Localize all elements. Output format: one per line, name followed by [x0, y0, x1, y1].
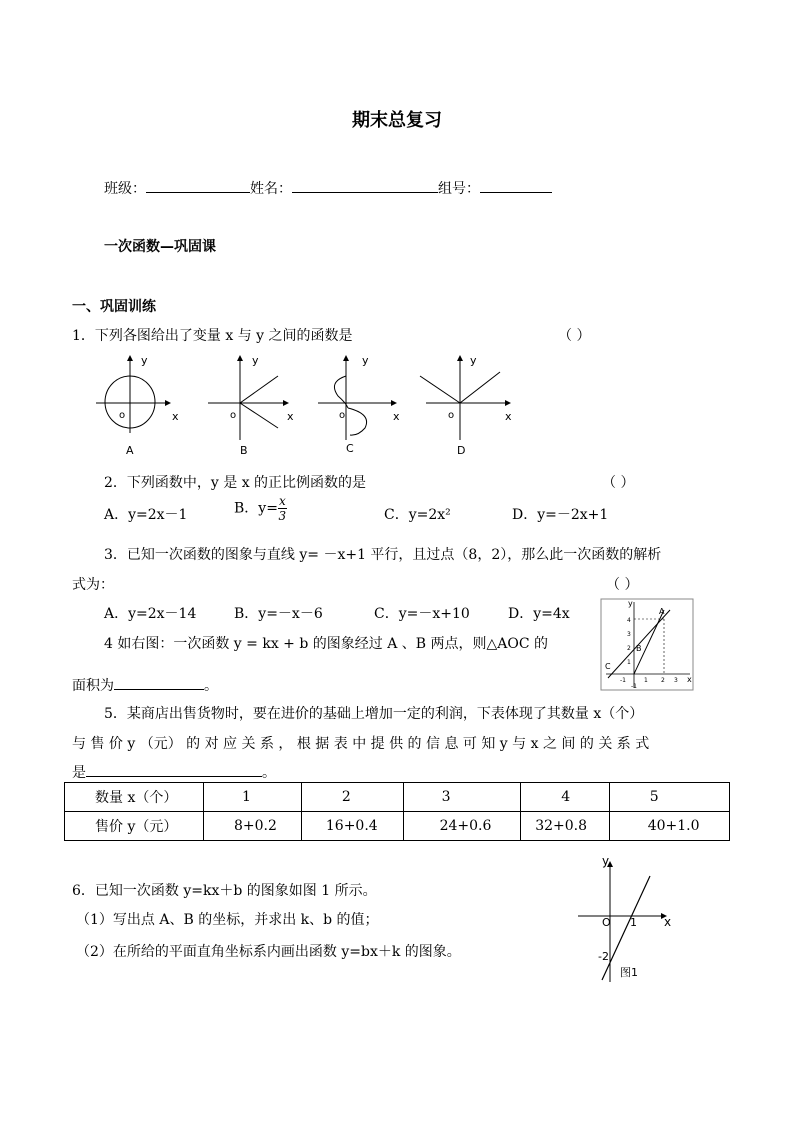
q6-graph-tick-neg2: -2 — [598, 950, 609, 963]
q4-graph-y-label: y — [628, 599, 633, 608]
page-title: 期末总复习 — [352, 110, 442, 131]
q2-text: 2．下列函数中，y 是 x 的正比例函数的是 — [104, 475, 367, 491]
q6-text: 6．已知一次函数 y=kx＋b 的图象如图 1 所示。 — [72, 883, 377, 899]
graph-d — [420, 354, 512, 457]
graph-c-origin: o — [339, 410, 346, 421]
name-blank[interactable] — [292, 178, 438, 193]
class-blank[interactable] — [146, 178, 250, 193]
q2-option-b-prefix: B．y= — [234, 500, 278, 517]
part-title: 一、巩固训练 — [72, 299, 156, 315]
q4-graph-point-c: C — [605, 662, 611, 671]
q5-table — [64, 782, 730, 841]
q3-answer-paren: （ ） — [606, 577, 639, 593]
q1-graphs — [90, 348, 530, 458]
q4-graph-ytick: 1 — [627, 659, 631, 666]
q6-graph-origin: O — [602, 916, 611, 929]
table-cell: 16+0.4 — [301, 812, 403, 841]
graph-b-label: B — [240, 444, 248, 457]
graph-a — [96, 354, 179, 457]
graph-b-origin: o — [230, 410, 237, 421]
q5-line3-prefix: 是 — [72, 765, 86, 781]
q3-option-c: C．y=－x+10 — [374, 606, 470, 622]
table-header-price: 售价 y（元） — [65, 812, 204, 841]
table-cell: 4 — [521, 783, 609, 812]
graph-b-x-label: x — [287, 410, 294, 423]
q4-graph-xtick: 3 — [674, 677, 678, 684]
q4-text-line2 — [72, 675, 218, 695]
student-info-line — [104, 178, 552, 198]
q4-graph-ytick: 2 — [627, 645, 631, 652]
q2-answer-paren: （ ） — [602, 475, 635, 491]
q4-graph-ytick: 4 — [627, 617, 631, 624]
graph-b — [208, 354, 294, 457]
table-cell: 8+0.2 — [204, 812, 302, 841]
group-label: 组号： — [438, 181, 480, 197]
q4-graph-x-label: x — [687, 675, 692, 684]
q3-option-a: A．y=2x－14 — [104, 606, 197, 622]
q2-option-b-fraction — [278, 494, 287, 523]
q4-graph — [598, 596, 696, 694]
q5-text-line1: 5．某商店出售货物时，要在进价的基础上增加一定的利润，下表体现了其数量 x（个） — [104, 706, 644, 722]
graph-a-y-label: y — [141, 354, 148, 367]
q1-answer-paren: （ ） — [558, 328, 591, 344]
graph-d-x-label: x — [505, 410, 512, 423]
q4-graph-ytick: 3 — [627, 631, 631, 638]
q3-text-line2: 式为： — [72, 577, 114, 593]
graph-b-y-label: y — [252, 354, 259, 367]
q5-text-line2: 与 售 价 y （元） 的 对 应 关 系 ， 根 据 表 中 提 供 的 信 息 可 知 y 与 x 之 间 的 关 系 式 — [72, 736, 650, 752]
q2-option-c: C．y=2x² — [384, 507, 451, 523]
graph-a-origin: o — [119, 410, 126, 421]
graph-a-label: A — [126, 444, 134, 457]
q4-area-blank[interactable] — [114, 675, 204, 690]
graph-d-y-label: y — [470, 354, 477, 367]
q5-relation-blank[interactable] — [86, 762, 262, 777]
q5-text-line3 — [72, 762, 276, 782]
class-label: 班级： — [104, 181, 146, 197]
table-row — [65, 783, 730, 812]
q2-option-b — [234, 494, 287, 523]
q1-text: 1．下列各图给出了变量 x 与 y 之间的函数是 — [72, 328, 353, 344]
q3-option-d: D．y=4x — [508, 606, 570, 622]
q5-period: 。 — [262, 765, 276, 781]
group-blank[interactable] — [480, 178, 552, 193]
q4-graph-xtick: 1 — [644, 677, 648, 684]
table-cell: 2 — [301, 783, 403, 812]
graph-a-x-label: x — [172, 410, 179, 423]
q6-graph-y-label: y — [602, 854, 610, 868]
q4-graph-point-a: A — [659, 607, 665, 616]
fraction-denominator: 3 — [278, 509, 287, 523]
q6-sub1: （1）写出点 A、B 的坐标，并求出 k、b 的值； — [76, 912, 379, 928]
table-cell: 3 — [403, 783, 521, 812]
q4-text: 4 如右图：一次函数 y = kx + b 的图象经过 A 、B 两点，则△AOC 的 — [104, 636, 549, 652]
q6-graph-tick-1: 1 — [630, 916, 637, 929]
table-cell: 5 — [609, 783, 729, 812]
q4-graph-point-b: B — [636, 644, 642, 653]
q6-graph-x-label: x — [664, 915, 672, 929]
q4-graph-xtick: -1 — [620, 677, 626, 684]
graph-d-origin: o — [448, 410, 455, 421]
graph-c — [318, 354, 400, 455]
name-label: 姓名： — [250, 181, 292, 197]
q3-option-b: B．y=－x－6 — [234, 606, 323, 622]
graph-c-label: C — [346, 442, 354, 455]
q4-graph-xtick: 2 — [661, 677, 665, 684]
fraction-numerator: x — [278, 494, 286, 508]
q4-graph-neg-tick: -1 — [631, 683, 637, 690]
graph-c-y-label: y — [362, 354, 369, 367]
q6-figure-caption: 图1 — [620, 966, 638, 979]
table-header-quantity: 数量 x（个） — [65, 783, 204, 812]
table-cell: 1 — [204, 783, 302, 812]
q3-text-line1: 3．已知一次函数的图象与直线 y= －x+1 平行，且过点（8，2），那么此一次函数的解析 — [104, 547, 662, 563]
table-row — [65, 812, 730, 841]
table-cell: 32+0.8 — [521, 812, 609, 841]
q4-period: 。 — [204, 678, 218, 694]
graph-d-label: D — [457, 444, 466, 457]
section-title: 一次函数—巩固课 — [104, 239, 216, 255]
q2-option-d: D．y=－2x+1 — [512, 507, 609, 523]
q6-sub2: （2）在所给的平面直角坐标系内画出函数 y=bx＋k 的图象。 — [76, 944, 461, 960]
q6-figure-1 — [574, 852, 684, 986]
graph-c-x-label: x — [393, 410, 400, 423]
table-cell: 24+0.6 — [403, 812, 521, 841]
q4-area-label: 面积为 — [72, 678, 114, 694]
q2-option-a: A．y=2x－1 — [104, 507, 188, 523]
table-cell: 40+1.0 — [609, 812, 729, 841]
